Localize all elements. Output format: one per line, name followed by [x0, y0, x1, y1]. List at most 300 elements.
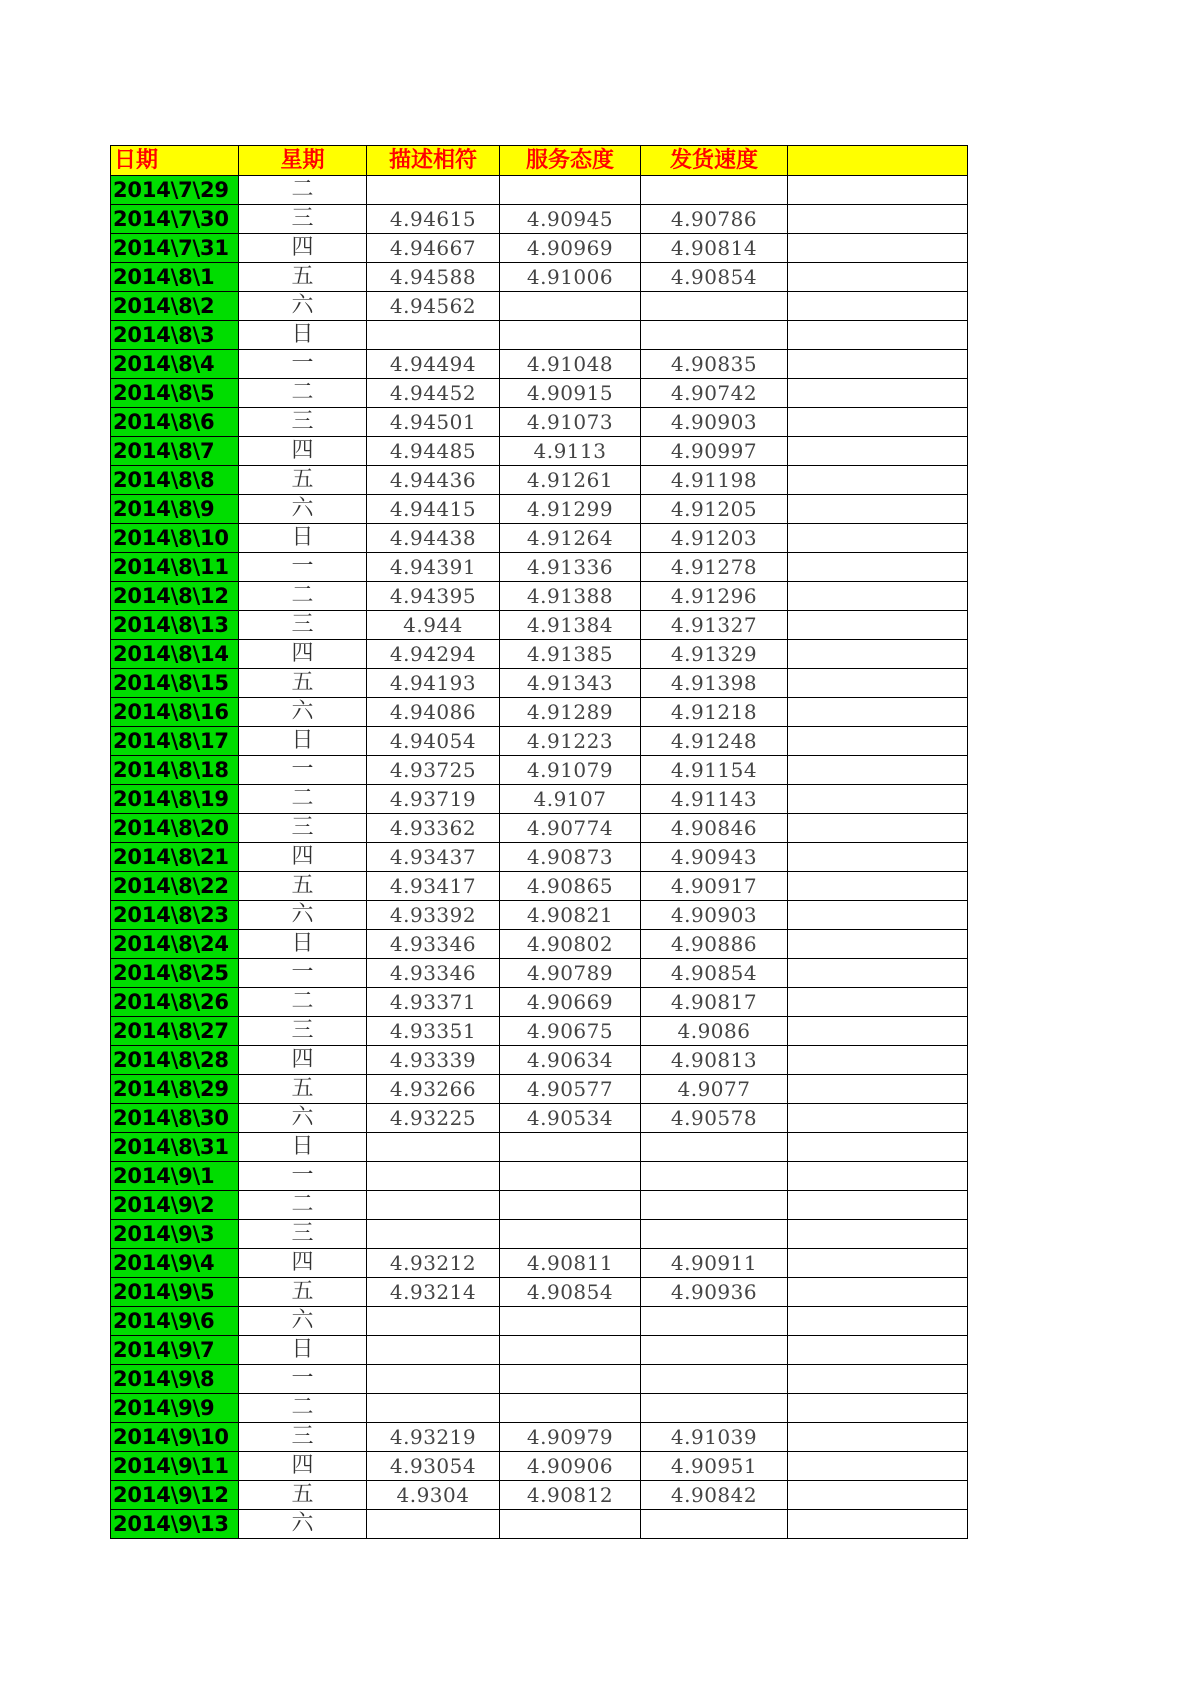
description-score-cell[interactable]: 4.94615 [367, 205, 500, 234]
table-row [111, 1394, 968, 1423]
date-cell[interactable]: 2014\8\24 [111, 930, 239, 959]
weekday-cell[interactable]: 四 [239, 1046, 367, 1075]
description-score-cell[interactable]: 4.93212 [367, 1249, 500, 1278]
empty-cell[interactable] [788, 930, 968, 959]
weekday-cell[interactable]: 四 [239, 1452, 367, 1481]
shipping-score-cell[interactable]: 4.90943 [641, 843, 788, 872]
table-row [111, 1075, 968, 1104]
description-score-cell[interactable] [367, 1133, 500, 1162]
date-cell[interactable]: 2014\9\1 [111, 1162, 239, 1191]
description-score-cell[interactable]: 4.93437 [367, 843, 500, 872]
description-score-cell[interactable]: 4.93725 [367, 756, 500, 785]
shipping-score-cell[interactable] [641, 176, 788, 205]
weekday-cell[interactable]: 六 [239, 495, 367, 524]
date-cell[interactable]: 2014\9\10 [111, 1423, 239, 1452]
date-cell[interactable]: 2014\8\1 [111, 263, 239, 292]
service-score-cell[interactable]: 4.90906 [500, 1452, 641, 1481]
empty-cell[interactable] [788, 698, 968, 727]
description-score-cell[interactable] [367, 1365, 500, 1394]
service-score-cell[interactable]: 4.91388 [500, 582, 641, 611]
date-cell[interactable]: 2014\8\31 [111, 1133, 239, 1162]
empty-cell[interactable] [788, 1423, 968, 1452]
shipping-score-cell[interactable]: 4.9077 [641, 1075, 788, 1104]
weekday-cell[interactable]: 三 [239, 1423, 367, 1452]
weekday-cell[interactable]: 六 [239, 1307, 367, 1336]
header-description-match[interactable]: 描述相符 [367, 146, 500, 176]
date-cell[interactable]: 2014\9\6 [111, 1307, 239, 1336]
empty-cell[interactable] [788, 1104, 968, 1133]
date-cell[interactable]: 2014\8\18 [111, 756, 239, 785]
shipping-score-cell[interactable]: 4.90936 [641, 1278, 788, 1307]
spreadsheet-table [110, 145, 968, 1539]
weekday-cell[interactable]: 一 [239, 959, 367, 988]
header-empty[interactable] [788, 146, 968, 176]
shipping-score-cell[interactable] [641, 1307, 788, 1336]
description-score-cell[interactable] [367, 1510, 500, 1539]
description-score-cell[interactable]: 4.94395 [367, 582, 500, 611]
description-score-cell[interactable] [367, 1336, 500, 1365]
empty-cell[interactable] [788, 756, 968, 785]
empty-cell[interactable] [788, 611, 968, 640]
service-score-cell[interactable]: 4.90873 [500, 843, 641, 872]
empty-cell[interactable] [788, 437, 968, 466]
shipping-score-cell[interactable]: 4.90951 [641, 1452, 788, 1481]
empty-cell[interactable] [788, 843, 968, 872]
service-score-cell[interactable] [500, 1394, 641, 1423]
service-score-cell[interactable]: 4.90854 [500, 1278, 641, 1307]
shipping-score-cell[interactable]: 4.91039 [641, 1423, 788, 1452]
description-score-cell[interactable]: 4.944 [367, 611, 500, 640]
empty-cell[interactable] [788, 1133, 968, 1162]
service-score-cell[interactable]: 4.91048 [500, 350, 641, 379]
description-score-cell[interactable]: 4.94438 [367, 524, 500, 553]
service-score-cell[interactable] [500, 1510, 641, 1539]
service-score-cell[interactable]: 4.90577 [500, 1075, 641, 1104]
date-cell[interactable]: 2014\9\9 [111, 1394, 239, 1423]
date-cell[interactable]: 2014\8\11 [111, 553, 239, 582]
weekday-cell[interactable]: 五 [239, 1481, 367, 1510]
service-score-cell[interactable] [500, 1307, 641, 1336]
weekday-cell[interactable]: 四 [239, 843, 367, 872]
description-score-cell[interactable]: 4.94562 [367, 292, 500, 321]
weekday-cell[interactable]: 六 [239, 901, 367, 930]
service-score-cell[interactable]: 4.91223 [500, 727, 641, 756]
date-cell[interactable]: 2014\9\3 [111, 1220, 239, 1249]
header-shipping-speed[interactable]: 发货速度 [641, 146, 788, 176]
weekday-cell[interactable]: 日 [239, 727, 367, 756]
shipping-score-cell[interactable] [641, 321, 788, 350]
service-score-cell[interactable] [500, 1220, 641, 1249]
empty-cell[interactable] [788, 1307, 968, 1336]
empty-cell[interactable] [788, 640, 968, 669]
shipping-score-cell[interactable]: 4.91143 [641, 785, 788, 814]
empty-cell[interactable] [788, 669, 968, 698]
description-score-cell[interactable]: 4.93346 [367, 930, 500, 959]
empty-cell[interactable] [788, 176, 968, 205]
shipping-score-cell[interactable] [641, 1162, 788, 1191]
description-score-cell[interactable] [367, 1394, 500, 1423]
weekday-cell[interactable]: 三 [239, 1220, 367, 1249]
shipping-score-cell[interactable]: 4.91296 [641, 582, 788, 611]
shipping-score-cell[interactable] [641, 1220, 788, 1249]
weekday-cell[interactable]: 日 [239, 524, 367, 553]
service-score-cell[interactable]: 4.91289 [500, 698, 641, 727]
shipping-score-cell[interactable]: 4.90854 [641, 959, 788, 988]
weekday-cell[interactable]: 二 [239, 785, 367, 814]
date-cell[interactable]: 2014\8\5 [111, 379, 239, 408]
shipping-score-cell[interactable]: 4.91218 [641, 698, 788, 727]
description-score-cell[interactable]: 4.94452 [367, 379, 500, 408]
weekday-cell[interactable]: 三 [239, 408, 367, 437]
date-cell[interactable]: 2014\8\12 [111, 582, 239, 611]
date-cell[interactable]: 2014\8\2 [111, 292, 239, 321]
shipping-score-cell[interactable]: 4.91198 [641, 466, 788, 495]
date-cell[interactable]: 2014\8\23 [111, 901, 239, 930]
description-score-cell[interactable]: 4.94667 [367, 234, 500, 263]
date-cell[interactable]: 2014\8\19 [111, 785, 239, 814]
weekday-cell[interactable]: 四 [239, 437, 367, 466]
date-cell[interactable]: 2014\8\17 [111, 727, 239, 756]
table-row [111, 1307, 968, 1336]
date-cell[interactable]: 2014\9\7 [111, 1336, 239, 1365]
weekday-cell[interactable]: 三 [239, 814, 367, 843]
shipping-score-cell[interactable]: 4.91203 [641, 524, 788, 553]
weekday-cell[interactable]: 三 [239, 611, 367, 640]
description-score-cell[interactable]: 4.93392 [367, 901, 500, 930]
service-score-cell[interactable]: 4.91384 [500, 611, 641, 640]
weekday-cell[interactable]: 三 [239, 205, 367, 234]
date-cell[interactable]: 2014\8\13 [111, 611, 239, 640]
empty-cell[interactable] [788, 901, 968, 930]
date-cell[interactable]: 2014\7\30 [111, 205, 239, 234]
weekday-cell[interactable]: 五 [239, 669, 367, 698]
description-score-cell[interactable]: 4.93219 [367, 1423, 500, 1452]
empty-cell[interactable] [788, 1481, 968, 1510]
shipping-score-cell[interactable]: 4.91327 [641, 611, 788, 640]
service-score-cell[interactable]: 4.90634 [500, 1046, 641, 1075]
empty-cell[interactable] [788, 1046, 968, 1075]
shipping-score-cell[interactable]: 4.90813 [641, 1046, 788, 1075]
service-score-cell[interactable]: 4.90969 [500, 234, 641, 263]
description-score-cell[interactable]: 4.94588 [367, 263, 500, 292]
date-cell[interactable]: 2014\8\20 [111, 814, 239, 843]
weekday-cell[interactable]: 五 [239, 1278, 367, 1307]
empty-cell[interactable] [788, 1278, 968, 1307]
date-cell[interactable]: 2014\8\9 [111, 495, 239, 524]
shipping-score-cell[interactable]: 4.90854 [641, 263, 788, 292]
description-score-cell[interactable]: 4.93351 [367, 1017, 500, 1046]
shipping-score-cell[interactable]: 4.91329 [641, 640, 788, 669]
service-score-cell[interactable]: 4.91006 [500, 263, 641, 292]
date-cell[interactable]: 2014\9\12 [111, 1481, 239, 1510]
empty-cell[interactable] [788, 727, 968, 756]
weekday-cell[interactable]: 日 [239, 1336, 367, 1365]
service-score-cell[interactable]: 4.91073 [500, 408, 641, 437]
empty-cell[interactable] [788, 1191, 968, 1220]
shipping-score-cell[interactable]: 4.90817 [641, 988, 788, 1017]
date-cell[interactable]: 2014\8\3 [111, 321, 239, 350]
date-cell[interactable]: 2014\7\29 [111, 176, 239, 205]
date-cell[interactable]: 2014\8\25 [111, 959, 239, 988]
empty-cell[interactable] [788, 582, 968, 611]
header-service-attitude[interactable]: 服务态度 [500, 146, 641, 176]
empty-cell[interactable] [788, 1220, 968, 1249]
description-score-cell[interactable]: 4.93054 [367, 1452, 500, 1481]
date-cell[interactable]: 2014\8\22 [111, 872, 239, 901]
service-score-cell[interactable] [500, 321, 641, 350]
description-score-cell[interactable] [367, 1191, 500, 1220]
empty-cell[interactable] [788, 321, 968, 350]
empty-cell[interactable] [788, 1452, 968, 1481]
date-cell[interactable]: 2014\9\8 [111, 1365, 239, 1394]
table-row [111, 1249, 968, 1278]
header-date[interactable]: 日期 [111, 146, 239, 176]
empty-cell[interactable] [788, 524, 968, 553]
empty-cell[interactable] [788, 553, 968, 582]
description-score-cell[interactable]: 4.94501 [367, 408, 500, 437]
date-cell[interactable]: 2014\9\2 [111, 1191, 239, 1220]
date-cell[interactable]: 2014\9\11 [111, 1452, 239, 1481]
shipping-score-cell[interactable] [641, 1191, 788, 1220]
description-score-cell[interactable] [367, 1220, 500, 1249]
shipping-score-cell[interactable]: 4.90846 [641, 814, 788, 843]
weekday-cell[interactable]: 五 [239, 263, 367, 292]
shipping-score-cell[interactable]: 4.91278 [641, 553, 788, 582]
weekday-cell[interactable]: 日 [239, 930, 367, 959]
weekday-cell[interactable]: 一 [239, 553, 367, 582]
description-score-cell[interactable]: 4.93214 [367, 1278, 500, 1307]
date-cell[interactable]: 2014\7\31 [111, 234, 239, 263]
weekday-cell[interactable]: 一 [239, 350, 367, 379]
shipping-score-cell[interactable]: 4.90835 [641, 350, 788, 379]
weekday-cell[interactable]: 一 [239, 756, 367, 785]
date-cell[interactable]: 2014\8\21 [111, 843, 239, 872]
shipping-score-cell[interactable]: 4.90742 [641, 379, 788, 408]
table-row [111, 350, 968, 379]
date-cell[interactable]: 2014\8\4 [111, 350, 239, 379]
description-score-cell[interactable]: 4.93719 [367, 785, 500, 814]
empty-cell[interactable] [788, 1394, 968, 1423]
weekday-cell[interactable]: 日 [239, 321, 367, 350]
weekday-cell[interactable]: 一 [239, 1162, 367, 1191]
date-cell[interactable]: 2014\8\7 [111, 437, 239, 466]
weekday-cell[interactable]: 二 [239, 582, 367, 611]
empty-cell[interactable] [788, 1162, 968, 1191]
empty-cell[interactable] [788, 350, 968, 379]
empty-cell[interactable] [788, 785, 968, 814]
shipping-score-cell[interactable] [641, 1133, 788, 1162]
weekday-cell[interactable]: 六 [239, 1104, 367, 1133]
description-score-cell[interactable]: 4.93417 [367, 872, 500, 901]
service-score-cell[interactable]: 4.9107 [500, 785, 641, 814]
description-score-cell[interactable] [367, 176, 500, 205]
date-cell[interactable]: 2014\8\14 [111, 640, 239, 669]
weekday-cell[interactable]: 四 [239, 640, 367, 669]
weekday-cell[interactable]: 四 [239, 1249, 367, 1278]
table-row [111, 727, 968, 756]
date-cell[interactable]: 2014\9\4 [111, 1249, 239, 1278]
date-cell[interactable]: 2014\8\29 [111, 1075, 239, 1104]
description-score-cell[interactable]: 4.94294 [367, 640, 500, 669]
description-score-cell[interactable]: 4.9304 [367, 1481, 500, 1510]
shipping-score-cell[interactable]: 4.90917 [641, 872, 788, 901]
service-score-cell[interactable] [500, 1365, 641, 1394]
service-score-cell[interactable]: 4.91261 [500, 466, 641, 495]
service-score-cell[interactable]: 4.90865 [500, 872, 641, 901]
weekday-cell[interactable]: 二 [239, 1394, 367, 1423]
empty-cell[interactable] [788, 466, 968, 495]
empty-cell[interactable] [788, 814, 968, 843]
shipping-score-cell[interactable] [641, 1510, 788, 1539]
empty-cell[interactable] [788, 408, 968, 437]
shipping-score-cell[interactable]: 4.91248 [641, 727, 788, 756]
description-score-cell[interactable] [367, 1307, 500, 1336]
description-score-cell[interactable] [367, 1162, 500, 1191]
shipping-score-cell[interactable]: 4.91205 [641, 495, 788, 524]
description-score-cell[interactable]: 4.94193 [367, 669, 500, 698]
service-score-cell[interactable]: 4.90811 [500, 1249, 641, 1278]
service-score-cell[interactable] [500, 1133, 641, 1162]
weekday-cell[interactable]: 四 [239, 234, 367, 263]
description-score-cell[interactable] [367, 321, 500, 350]
shipping-score-cell[interactable]: 4.90786 [641, 205, 788, 234]
shipping-score-cell[interactable]: 4.90814 [641, 234, 788, 263]
service-score-cell[interactable]: 4.90534 [500, 1104, 641, 1133]
empty-cell[interactable] [788, 1510, 968, 1539]
service-score-cell[interactable]: 4.91299 [500, 495, 641, 524]
shipping-score-cell[interactable]: 4.90997 [641, 437, 788, 466]
service-score-cell[interactable]: 4.90945 [500, 205, 641, 234]
service-score-cell[interactable]: 4.90812 [500, 1481, 641, 1510]
description-score-cell[interactable]: 4.93266 [367, 1075, 500, 1104]
service-score-cell[interactable]: 4.90675 [500, 1017, 641, 1046]
service-score-cell[interactable]: 4.91336 [500, 553, 641, 582]
description-score-cell[interactable]: 4.94415 [367, 495, 500, 524]
description-score-cell[interactable]: 4.94086 [367, 698, 500, 727]
table-row [111, 611, 968, 640]
shipping-score-cell[interactable]: 4.9086 [641, 1017, 788, 1046]
service-score-cell[interactable]: 4.90802 [500, 930, 641, 959]
service-score-cell[interactable]: 4.91264 [500, 524, 641, 553]
description-score-cell[interactable]: 4.93225 [367, 1104, 500, 1133]
description-score-cell[interactable]: 4.94494 [367, 350, 500, 379]
weekday-cell[interactable]: 五 [239, 872, 367, 901]
weekday-cell[interactable]: 五 [239, 466, 367, 495]
description-score-cell[interactable]: 4.94391 [367, 553, 500, 582]
empty-cell[interactable] [788, 1249, 968, 1278]
date-cell[interactable]: 2014\8\28 [111, 1046, 239, 1075]
empty-cell[interactable] [788, 959, 968, 988]
table-row [111, 176, 968, 205]
date-cell[interactable]: 2014\9\13 [111, 1510, 239, 1539]
empty-cell[interactable] [788, 1336, 968, 1365]
shipping-score-cell[interactable] [641, 1394, 788, 1423]
service-score-cell[interactable]: 4.90669 [500, 988, 641, 1017]
description-score-cell[interactable]: 4.93339 [367, 1046, 500, 1075]
weekday-cell[interactable]: 二 [239, 988, 367, 1017]
service-score-cell[interactable]: 4.90789 [500, 959, 641, 988]
empty-cell[interactable] [788, 205, 968, 234]
date-cell[interactable]: 2014\8\10 [111, 524, 239, 553]
weekday-cell[interactable]: 五 [239, 1075, 367, 1104]
weekday-cell[interactable]: 六 [239, 1510, 367, 1539]
description-score-cell[interactable]: 4.93346 [367, 959, 500, 988]
weekday-cell[interactable]: 二 [239, 379, 367, 408]
description-score-cell[interactable]: 4.93371 [367, 988, 500, 1017]
empty-cell[interactable] [788, 1017, 968, 1046]
service-score-cell[interactable] [500, 1162, 641, 1191]
service-score-cell[interactable]: 4.90821 [500, 901, 641, 930]
shipping-score-cell[interactable]: 4.90911 [641, 1249, 788, 1278]
service-score-cell[interactable] [500, 292, 641, 321]
description-score-cell[interactable]: 4.94436 [367, 466, 500, 495]
service-score-cell[interactable] [500, 176, 641, 205]
service-score-cell[interactable]: 4.91343 [500, 669, 641, 698]
empty-cell[interactable] [788, 234, 968, 263]
shipping-score-cell[interactable] [641, 1365, 788, 1394]
shipping-score-cell[interactable]: 4.90578 [641, 1104, 788, 1133]
shipping-score-cell[interactable]: 4.90842 [641, 1481, 788, 1510]
date-cell[interactable]: 2014\8\15 [111, 669, 239, 698]
shipping-score-cell[interactable]: 4.90886 [641, 930, 788, 959]
weekday-cell[interactable]: 日 [239, 1133, 367, 1162]
date-cell[interactable]: 2014\8\16 [111, 698, 239, 727]
service-score-cell[interactable]: 4.90915 [500, 379, 641, 408]
empty-cell[interactable] [788, 292, 968, 321]
empty-cell[interactable] [788, 379, 968, 408]
description-score-cell[interactable]: 4.93362 [367, 814, 500, 843]
empty-cell[interactable] [788, 263, 968, 292]
service-score-cell[interactable] [500, 1191, 641, 1220]
service-score-cell[interactable]: 4.90774 [500, 814, 641, 843]
service-score-cell[interactable]: 4.91079 [500, 756, 641, 785]
weekday-cell[interactable]: 二 [239, 1191, 367, 1220]
shipping-score-cell[interactable]: 4.90903 [641, 901, 788, 930]
table-row [111, 959, 968, 988]
weekday-cell[interactable]: 六 [239, 698, 367, 727]
table-row [111, 495, 968, 524]
weekday-cell[interactable]: 二 [239, 176, 367, 205]
description-score-cell[interactable]: 4.94054 [367, 727, 500, 756]
weekday-cell[interactable]: 六 [239, 292, 367, 321]
empty-cell[interactable] [788, 1365, 968, 1394]
service-score-cell[interactable] [500, 1336, 641, 1365]
empty-cell[interactable] [788, 495, 968, 524]
shipping-score-cell[interactable] [641, 292, 788, 321]
table-row [111, 1162, 968, 1191]
service-score-cell[interactable]: 4.9113 [500, 437, 641, 466]
service-score-cell[interactable]: 4.90979 [500, 1423, 641, 1452]
date-cell[interactable]: 2014\8\30 [111, 1104, 239, 1133]
empty-cell[interactable] [788, 988, 968, 1017]
shipping-score-cell[interactable]: 4.91154 [641, 756, 788, 785]
date-cell[interactable]: 2014\8\8 [111, 466, 239, 495]
description-score-cell[interactable]: 4.94485 [367, 437, 500, 466]
weekday-cell[interactable]: 三 [239, 1017, 367, 1046]
date-cell[interactable]: 2014\8\26 [111, 988, 239, 1017]
header-weekday[interactable]: 星期 [239, 146, 367, 176]
service-score-cell[interactable]: 4.91385 [500, 640, 641, 669]
empty-cell[interactable] [788, 872, 968, 901]
date-cell[interactable]: 2014\9\5 [111, 1278, 239, 1307]
date-cell[interactable]: 2014\8\6 [111, 408, 239, 437]
weekday-cell[interactable]: 一 [239, 1365, 367, 1394]
shipping-score-cell[interactable]: 4.90903 [641, 408, 788, 437]
shipping-score-cell[interactable]: 4.91398 [641, 669, 788, 698]
date-cell[interactable]: 2014\8\27 [111, 1017, 239, 1046]
empty-cell[interactable] [788, 1075, 968, 1104]
shipping-score-cell[interactable] [641, 1336, 788, 1365]
